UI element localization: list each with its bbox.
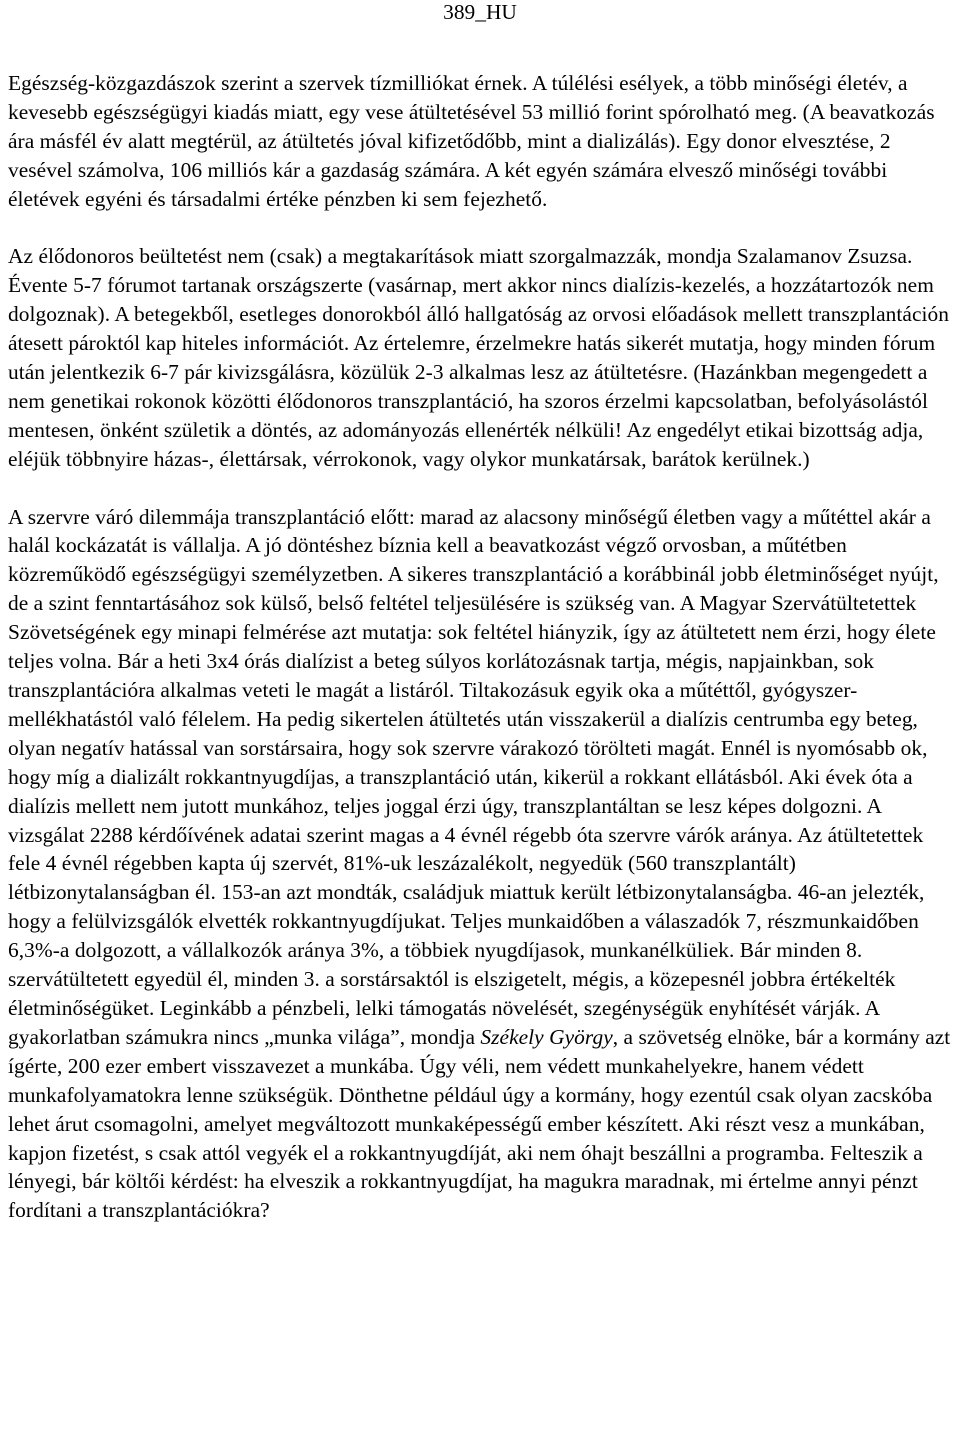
document-body: [8, 69, 952, 1225]
page-id-label: 389_HU: [443, 0, 517, 24]
paragraph-spacer: [8, 474, 952, 503]
paragraph-spacer: [8, 214, 952, 243]
paragraph-organ-value: Egészség-közgazdászok szerint a szervek tízmilliókat érnek. A túlélési esélyek, a több minőségi életév, a kevesebb egészségügyi kiadás miatt, egy vese átültetésével 53 millió forint spórolható meg. (A beavatkozás ára másfél év alatt megtérül, az átültetés jóval kifizetődőbb, mint a dializálás). Egy donor elvesztése, 2 vesével számolva, 106 milliós kár a gazdaság számára. A két egyén számára elvesző minőségi további életévek egyéni és társadalmi értéke pénzben ki sem fejezhető.: [8, 71, 935, 211]
paragraph-text-part: , a szövetség elnöke, bár a kormány azt ígérte, 200 ezer embert visszavezet a munkába. Úgy véli, nem védett munkahelyekre, hanem védett munkafolyamatokra lenne szükségük. Dönthetne például úgy a kormány, hogy ezentúl csak olyan zacskóba lehet árut csomagolni, amelyet megváltozott munkaképességű ember készített. Aki részt vesz a munkában, kapjon fizetést, s csak attól vegyék el a rokkantnyugdíját, aki nem óhajt beszállni a programba. Felteszik a lényegi, bár költői kérdést: ha elveszik a rokkantnyugdíjat, ha magukra maradnak, mi értelme annyi pénzt fordítani a transzplantációkra?: [8, 1024, 951, 1223]
page-header: [0, 0, 960, 24]
quoted-person-name: Székely György: [480, 1024, 613, 1049]
paragraph-patient-dilemma: [8, 503, 952, 1226]
paragraph-text-part: A szervre váró dilemmája transzplantáció előtt: marad az alacsony minőségű életben vagy a műtéttel akár a halál kockázatát is vállalja. A jó döntéshez bíznia kell a beavatkozást végző orvosban, a műtétben közreműködő egészségügyi személyzetben. A sikeres transzplantáció a korábbinál jobb életminőséget nyújt, de a szint fenntartásához sok külső, belső feltétel teljesülésére is szükség van. A Magyar Szervátültetettek Szövetségének egy minapi felmérése azt mutatja: sok feltétel hiányzik, így az átültetett nem érzi, hogy élete teljes volna. Bár a heti 3x4 órás dialízist a beteg súlyos korlátozásnak tartja, mégis, napjainkban, sok transzplantációra alkalmas veteti le magát a listáról. Tiltakozásuk egyik oka a műtéttől, gyógyszer-mellékhatástól való félelem. Ha pedig sikertelen átültetés után visszakerül a dialízis centrumba egy beteg, olyan negatív hatással van sorstársaira, hogy sok szervre várakozó törölteti magát. Ennél is nyomósabb ok, hogy míg a dializált rokkantnyugdíjas, a transzplantáció után, kikerül a rokkant ellátásból. Aki évek óta a dialízis mellett nem jutott munkához, teljes joggal érzi úgy, transzplantáltan se lesz képes dolgozni. A vizsgálat 2288 kérdőívének adatai szerint magas a 4 évnél régebb óta szervre várók aránya. Az átültetettek fele 4 évnél régebben kapta új szervét, 81%-uk leszázalékolt, negyedük (560 transzplantált) létbizonytalanságban él. 153-an azt mondták, családjuk miattuk került létbizonytalanságba. 46-an jelezték, hogy a felülvizsgálók elvették rokkantnyugdíjukat. Teljes munkaidőben a válaszadók 7, részmunkaidőben 6,3%-a dolgozott, a vállalkozók aránya 3%, a többiek nyugdíjasok, munkanélküliek. Bár minden 8. szervátültetett egyedül él, minden 3. a sorstársaktól is elszigetelt, mégis, a közepesnél jobbra értékelték életminőségüket. Leginkább a pénzbeli, lelki támogatás növelését, szegénységük enyhítését várják. A gyakorlatban számukra nincs „munka világa”, mondja: [8, 504, 939, 1049]
paragraph-living-donor: Az élődonoros beültetést nem (csak) a megtakarítások miatt szorgalmazzák, mondja Szalamanov Zsuzsa. Évente 5-7 fórumot tartanak országszerte (vasárnap, mert akkor nincs dialízis-kezelés, a hozzátartozók nem dolgoznak). A betegekből, esetleges donorokból álló hallgatóság az orvosi előadások mellett transzplantáción átesett pároktól kap hiteles információt. Az értelemre, érzelmekre hatás sikerét mutatja, hogy minden fórum után jelentkezik 6-7 pár kivizsgálásra, közülük 2-3 alkalmas lesz az átültetésre. (Hazánkban megengedett a nem genetikai rokonok közötti élődonoros transzplantáció, ha szoros érzelmi kapcsolatban, befolyásolástól mentesen, önként születik a döntés, az adományozás ellenérték nélküli! Az engedélyt etikai bizottság adja, eléjük többnyire házas-, élettársak, vérrokonok, vagy olykor munkatársak, barátok kerülnek.): [8, 244, 949, 471]
